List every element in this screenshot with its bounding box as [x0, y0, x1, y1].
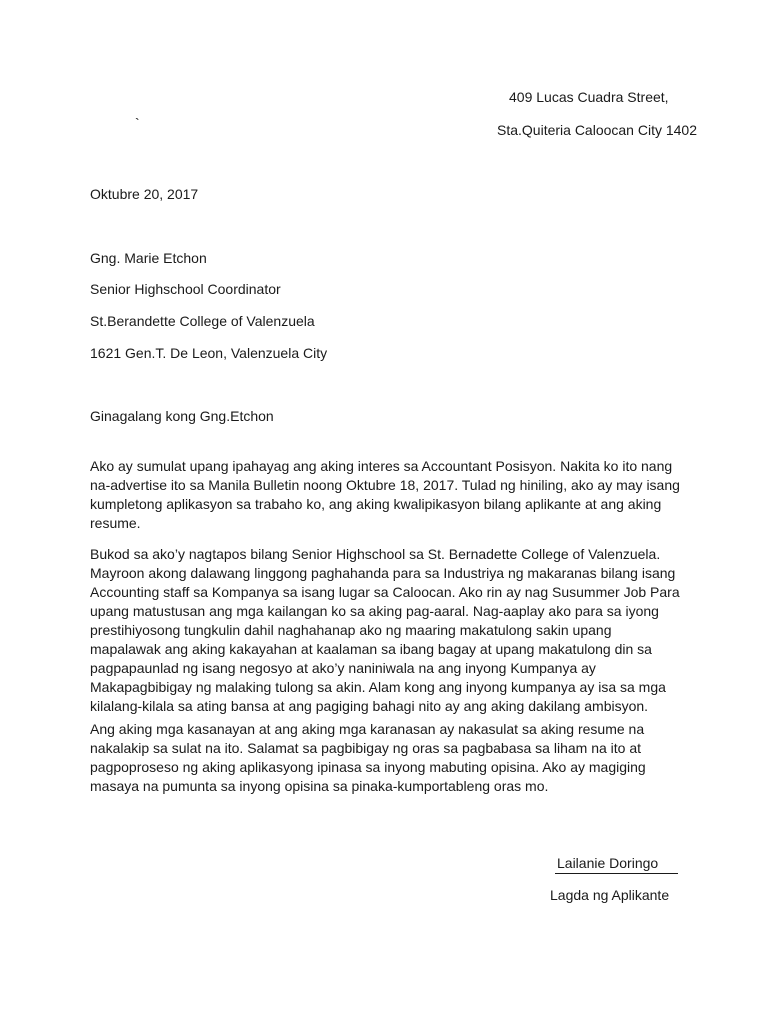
paragraph-line: kumpletong aplikasyon sa trabaho ko, ang aking kwalipikasyon bilang aplikante at ang aking [90, 496, 662, 512]
paragraph-line: Bukod sa ako’y nagtapos bilang Senior Highschool sa St. Bernadette College of Valenzuela. [90, 546, 661, 562]
letter-date: Oktubre 20, 2017 [90, 186, 199, 202]
paragraph-line: pagpapaunlad ng isang negosyo at ako’y naniniwala na ang inyong Kumpanya ay [90, 660, 596, 676]
paragraph-line: resume. [90, 515, 141, 531]
sender-address-line1: 409 Lucas Cuadra Street, [509, 89, 669, 105]
paragraph-line: Accounting staff sa Kompanya sa isang lugar sa Caloocan. Ako rin ay nag Susummer Job Para [90, 584, 680, 600]
paragraph-line: masaya na pumunta sa inyong opisina sa pinaka-kumportableng oras mo. [90, 778, 549, 794]
recipient-position: Senior Highschool Coordinator [90, 281, 281, 297]
stray-mark: ` [135, 115, 140, 131]
recipient-address: 1621 Gen.T. De Leon, Valenzuela City [90, 345, 328, 361]
paragraph-line: mapalawak ang aking kakayahan at kaalaman sa ibang bagay at upang makatulong din sa [90, 641, 652, 657]
body-paragraph-1 [90, 457, 690, 533]
paragraph-line: pagpoproseso ng aking aplikasyong ipinasa sa inyong mabuting opisina. Ako ay magiging [90, 759, 646, 775]
paragraph-line: na-advertise ito sa Manila Bulletin noong Oktubre 18, 2017. Tulad ng hiniling, ako ay may isang [90, 477, 680, 493]
body-paragraph-3 [90, 720, 690, 796]
recipient-name: Gng. Marie Etchon [90, 250, 207, 266]
paragraph-line: kilalang-kilala sa ating bansa at ang pagiging bahagi nito ay ang aking dakilang ambisyon. [90, 698, 649, 714]
signature-label: Lagda ng Aplikante [550, 887, 670, 903]
paragraph-line: nakalakip sa sulat na ito. Salamat sa pagbibigay ng oras sa pagbabasa sa liham na ito at [90, 740, 642, 756]
paragraph-line: Ako ay sumulat upang ipahayag ang aking interes sa Accountant Posisyon. Nakita ko ito nang [90, 458, 673, 474]
signature-name: Lailanie Doringo [555, 854, 678, 874]
paragraph-line: Makapagbibigay ng malaking tulong sa akin. Alam kong ang inyong kumpanya ay isa sa mga [90, 679, 666, 695]
salutation: Ginagalang kong Gng.Etchon [90, 408, 274, 424]
paragraph-line: Mayroon akong dalawang linggong paghahanda para sa Industriya ng makaranas bilang isang [90, 565, 676, 581]
paragraph-line: upang matustusan ang mga kailangan ko sa aking pag-aaral. Nag-aaplay ako para sa iyong [90, 603, 659, 619]
paragraph-line: prestihiyosong tungkulin dahil naghahanap ako ng maaring makatulong sakin upang [90, 622, 612, 638]
sender-address-line2: Sta.Quiteria Caloocan City 1402 [497, 122, 697, 138]
paragraph-line: Ang aking mga kasanayan at ang aking mga karanasan ay nakasulat sa aking resume na [90, 721, 645, 737]
body-paragraph-2 [90, 545, 690, 716]
recipient-school: St.Berandette College of Valenzuela [90, 313, 315, 329]
